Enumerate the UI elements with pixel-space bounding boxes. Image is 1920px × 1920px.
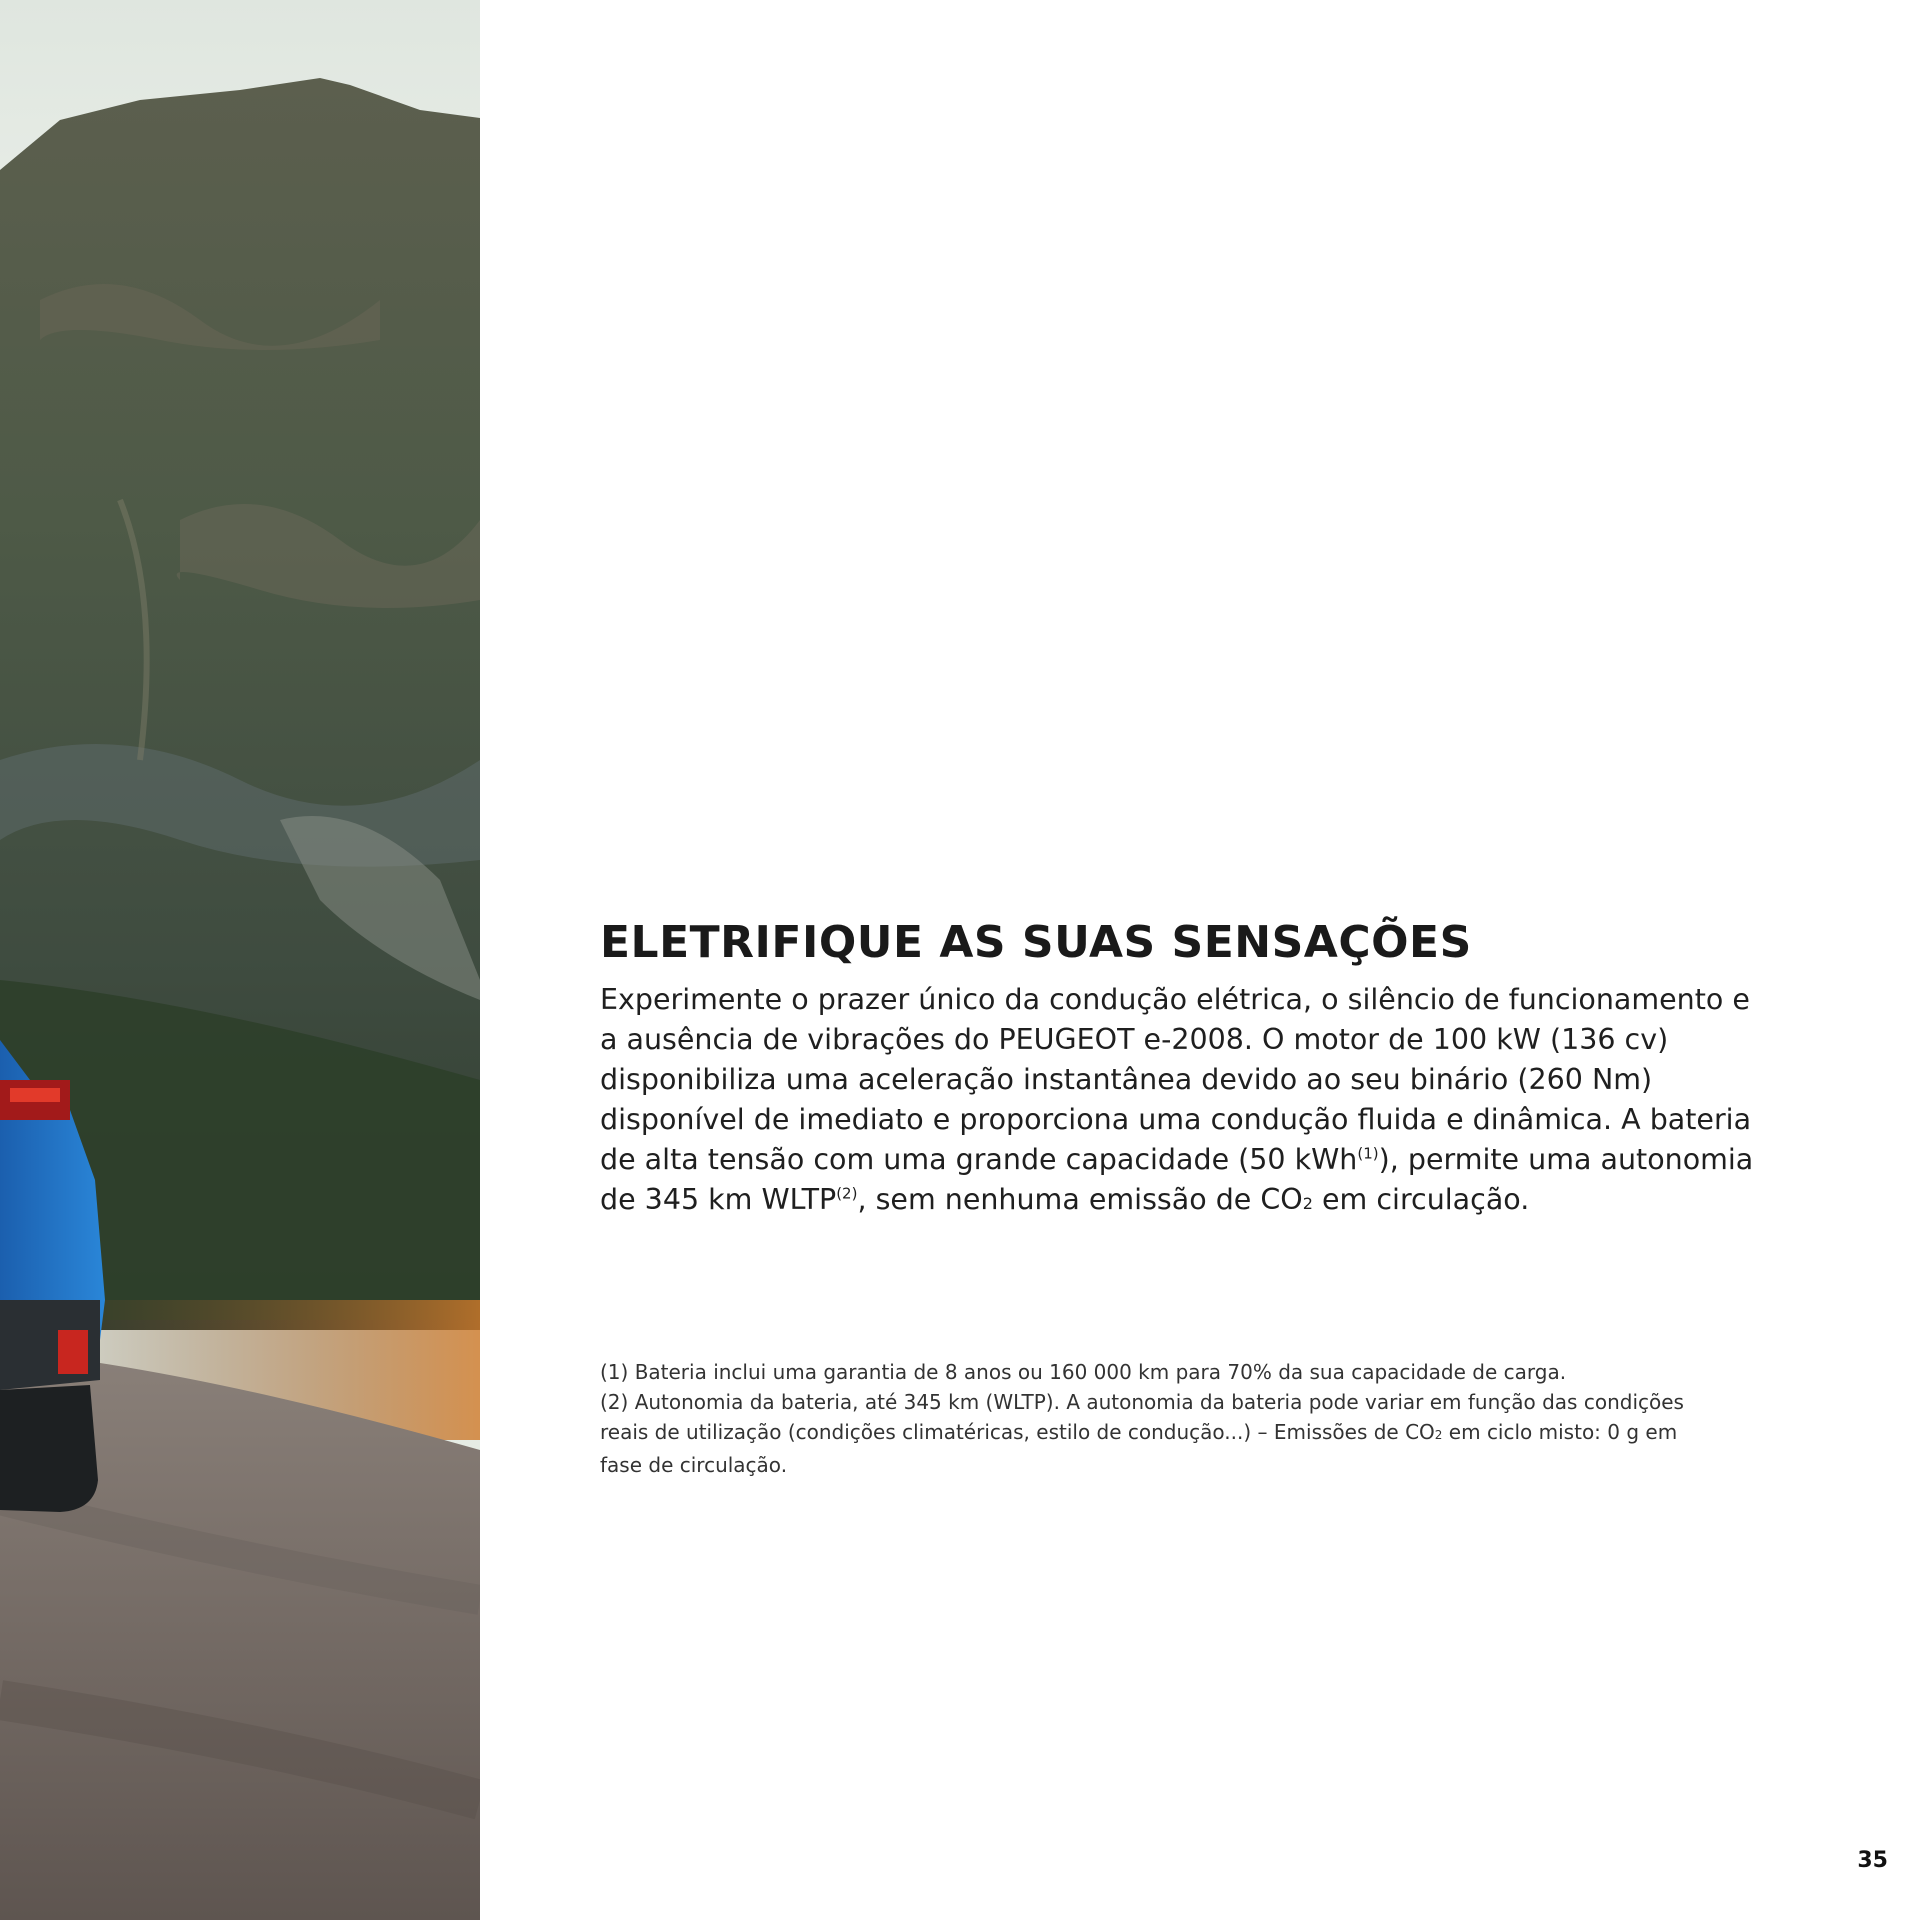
footnote-ref-1: (1) [1357, 1144, 1379, 1163]
body-part-1: Experimente o prazer único da condução elétrica, o silêncio de funcionamento e a ausência de vibrações do PEUGEOT e-2008. O motor de 100 kW (136 cv) disponibiliza uma aceleração instantânea devido ao seu binário (260 Nm) disponível de imediato e proporciona uma condução fluida e dinâmica. A bateria de alta tensão com uma grande capacidade (50 kWh [600, 983, 1752, 1176]
body-part-2: ), permite uma autonomia de 345 km WLTP [600, 1143, 1754, 1216]
page-title: ELETRIFIQUE AS SUAS SENSAÇÕES [600, 917, 1472, 968]
footnotes [600, 1357, 1720, 1480]
body-paragraph [600, 980, 1770, 1220]
text-column [600, 912, 1770, 1220]
body-part-3: , sem nenhuma emissão de CO [857, 1183, 1303, 1216]
footnote-2 [600, 1387, 1720, 1480]
footnote-2-part-1: (2) Autonomia da bateria, até 345 km (WLTP). A autonomia da bateria pode variar em função das condições reais de utilização (condições climatéricas, estilo de condução...) – Emissões de CO [600, 1390, 1684, 1444]
footnote-co2-subscript: 2 [1434, 1428, 1443, 1442]
footnote-ref-2: (2) [836, 1184, 858, 1203]
co2-subscript: 2 [1302, 1194, 1313, 1213]
body-part-4: em circulação. [1312, 1183, 1530, 1216]
page-number: 35 [1857, 1848, 1888, 1873]
hero-photo [0, 0, 480, 1920]
footnote-2-part-2: em ciclo misto: 0 g em fase de circulação. [600, 1420, 1678, 1477]
footnote-1: (1) Bateria inclui uma garantia de 8 anos ou 160 000 km para 70% da sua capacidade de carga. [600, 1360, 1567, 1384]
car-on-mountain-road-illustration [0, 0, 480, 1920]
